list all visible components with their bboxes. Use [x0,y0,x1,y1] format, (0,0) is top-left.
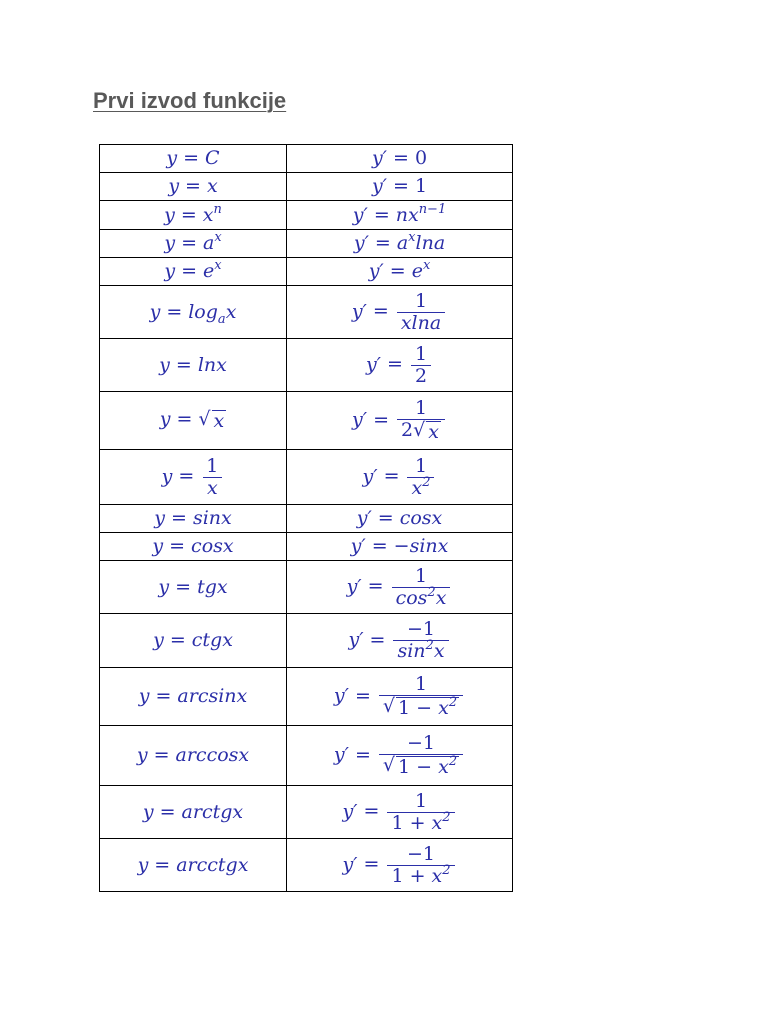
function-cell: y = $\frac{1}{x}$ [100,450,287,505]
function-cell: y = tgx [100,561,287,614]
function-cell: $y = a^x$ [100,230,287,258]
derivative-table [99,144,513,892]
derivative-cell: y′ = $\frac{1}{xlna}$ [287,286,513,339]
function-cell: y = lnx [100,339,287,392]
table-row [100,533,513,561]
table-row [100,339,513,392]
function-cell: y = arcsinx [100,668,287,726]
derivative-cell: y′ = cosx [287,505,513,533]
table-row [100,201,513,230]
function-cell: y = arccosx [100,726,287,786]
table-row [100,505,513,533]
table-row [100,450,513,505]
table-row [100,786,513,839]
derivative-cell: y′ = 0 [287,145,513,173]
table-row [100,230,513,258]
derivative-cell: y′ = −1 √ $1 - x^2$ [287,726,513,786]
function-cell: y = arctgx [100,786,287,839]
table-row [100,561,513,614]
function-cell: y = cosx [100,533,287,561]
derivative-cell: y′ = $\frac{1}{2}$ [287,339,513,392]
derivative-cell: y′ = 1 [287,173,513,201]
function-cell: y = x [100,173,287,201]
derivative-cell: $y' = a^x\ln a$ [287,230,513,258]
page-title: Prvi izvod funkcije [93,88,287,113]
derivative-cell: y′ = $\frac{-1}{1 + x^2}$ [287,839,513,892]
function-cell: $y = e^x$ [100,258,287,286]
derivative-cell: y′ = $\frac{1}{1 + x^2}$ [287,786,513,839]
table-row [100,145,513,173]
table-row [100,726,513,786]
table-row [100,614,513,668]
table-row [100,392,513,450]
derivative-cell: y′ = 1 2 √ x [287,392,513,450]
table-row [100,258,513,286]
function-cell: y = C [100,145,287,173]
function-cell: $y = x^n$ [100,201,287,230]
table-row [100,839,513,892]
derivative-cell: y′ = −sinx [287,533,513,561]
derivative-table-body [100,145,513,892]
derivative-cell: y′ = $\frac{1}{x^2}$ [287,450,513,505]
derivative-cell: y′ = $\frac{-1}{\sin^2x}$ [287,614,513,668]
table-row [100,668,513,726]
function-cell: $y = \log_ax$ [100,286,287,339]
table-row [100,286,513,339]
function-cell: y = arcctgx [100,839,287,892]
function-cell: y = √ x [100,392,287,450]
derivative-cell: y′ = $\frac{1}{\cos^2x}$ [287,561,513,614]
function-cell: y = sinx [100,505,287,533]
derivative-cell: y′ = 1 √ $1 - x^2$ [287,668,513,726]
function-cell: y = ctgx [100,614,287,668]
derivative-cell: $y' = e^x$ [287,258,513,286]
derivative-cell: $y' = nx^{n-1}$ [287,201,513,230]
table-row [100,173,513,201]
